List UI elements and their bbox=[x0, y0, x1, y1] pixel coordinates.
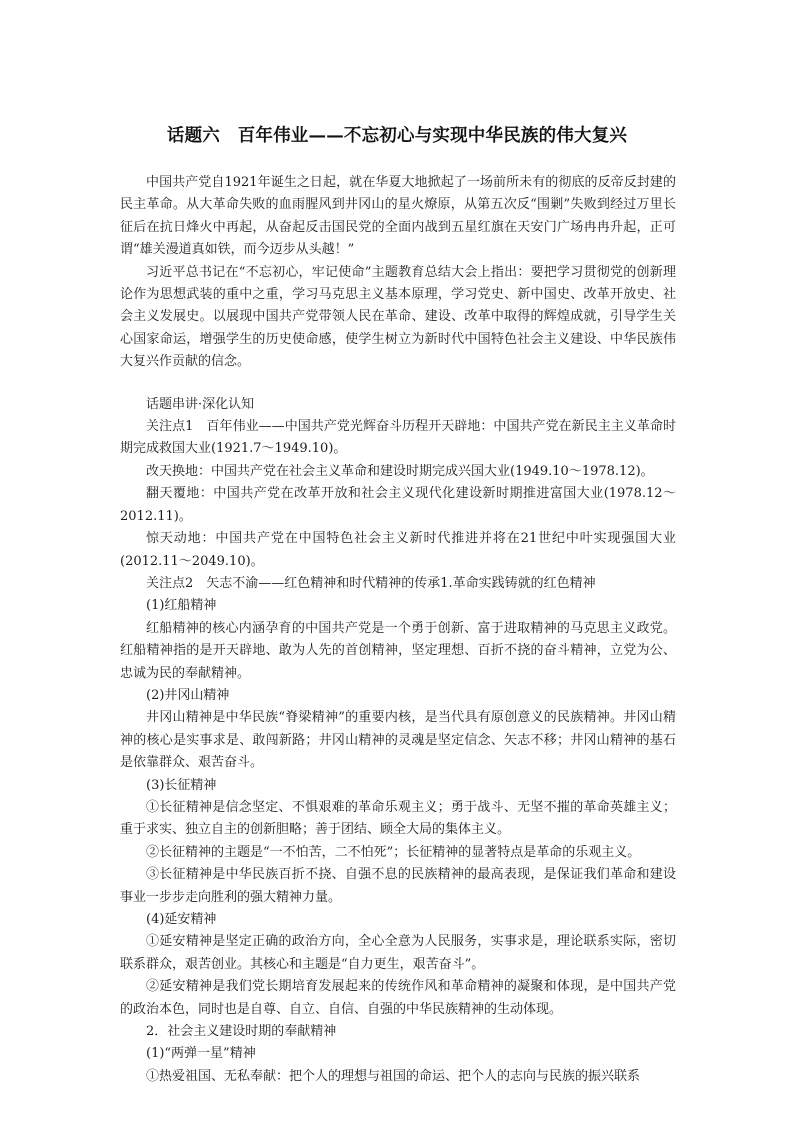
intro-paragraph: 中国共产党自1921年诞生之日起，就在华夏大地掀起了一场前所未有的彻底的反帝反封建的民主革命。从大革命失败的血雨腥风到井冈山的星火燎原，从第五次反“围剿”失败到经过万里长征后在抗日烽火中再起，从奋起反击国民党的全面内战到五星红旗在天安门广场冉冉升起，正可谓“雄关漫道真如铁，而今迈步从头越！” bbox=[120, 175, 676, 258]
paragraph: 红船精神的核心内涵孕育的中国共产党是一个勇于创新、富于进取精神的马克思主义政党。红船精神指的是开天辟地、敢为人先的首创精神，坚定理想、百折不挠的奋斗精神，立党为公、忠诚为民的奉献精神。 bbox=[120, 620, 676, 681]
intro-paragraph: 习近平总书记在“不忘初心，牢记使命”主题教育总结大会上指出：要把学习贯彻党的创新理论作为思想武装的重中之重，学习马克思主义基本原理，学习党史、新中国史、改革开放史、社会主义发展史。以展现中国共产党带领人民在革命、建设、改革中取得的辉煌成就，引导学生关心国家命运，增强学生的历史使命感，使学生树立为新时代中国特色社会主义建设、中华民族伟大复兴作贡献的信念。 bbox=[120, 264, 676, 370]
focus-point-2: 关注点2 矢志不渝——红色精神和时代精神的传承1.革命实践铸就的红色精神 bbox=[146, 575, 596, 591]
subheading: (4)延安精神 bbox=[146, 912, 217, 927]
subheading: 2．社会主义建设时期的奉献精神 bbox=[146, 1024, 337, 1040]
focus-point-1: 关注点1 百年伟业——中国共产党光辉奋斗历程开天辟地：中国共产党在新民主主义革命时期完成救国大业(1921.7～1949.10)。 bbox=[120, 419, 676, 457]
subheading: (1)“两弹一星”精神 bbox=[146, 1046, 256, 1062]
paragraph: ①延安精神是坚定正确的政治方向，全心全意为人民服务，实事求是，理论联系实际，密切联系群众，艰苦创业。其核心和主题是“自力更生，艰苦奋斗”。 bbox=[120, 934, 676, 972]
paragraph: ①热爱祖国、无私奉献：把个人的理想与祖国的命运、把个人的志向与民族的振兴联系 bbox=[146, 1068, 641, 1084]
subheading: (1)红船精神 bbox=[146, 598, 217, 614]
document-title: 话题六 百年伟业——不忘初心与实现中华民族的伟大复兴 bbox=[166, 126, 628, 146]
paragraph: ②长征精神的主题是“一不怕苦，二不怕死”；长征精神的显著特点是革命的乐观主义。 bbox=[146, 844, 641, 860]
section-gap bbox=[120, 374, 676, 394]
paragraph: 惊天动地：中国共产党在中国特色社会主义新时代推进并将在21世纪中叶实现强国大业(2012.11～2049.10)。 bbox=[120, 531, 676, 569]
paragraph: ②延安精神是我们党长期培育发展起来的传统作风和革命精神的凝聚和体现，是中国共产党的政治本色，同时也是自尊、自立、自信、自强的中华民族精神的生动体现。 bbox=[120, 979, 676, 1017]
subheading: (3)长征精神 bbox=[146, 777, 217, 793]
paragraph: ①长征精神是信念坚定、不惧艰难的革命乐观主义；勇于战斗、无坚不摧的革命英雄主义；重于求实、独立自主的创新胆略；善于团结、顾全大局的集体主义。 bbox=[120, 799, 676, 838]
paragraph: 井冈山精神是中华民族“脊梁精神”的重要内核，是当代具有原创意义的民族精神。井冈山精神的核心是实事求是、敢闯新路；井冈山精神的灵魂是坚定信念、矢志不移；井冈山精神的基石是依靠群众、艰苦奋斗。 bbox=[120, 710, 676, 771]
paragraph: 翻天覆地：中国共产党在改革开放和社会主义现代化建设新时期推进富国大业(1978.12～2012.11)。 bbox=[120, 486, 676, 524]
subheading: (2)井冈山精神 bbox=[146, 687, 230, 703]
document-body bbox=[120, 172, 676, 1088]
paragraph: ③长征精神是中华民族百折不挠、自强不息的民族精神的最高表现，是保证我们革命和建设事业一步步走向胜利的强大精神力量。 bbox=[120, 867, 676, 905]
paragraph: 改天换地：中国共产党在社会主义革命和建设时期完成兴国大业(1949.10～1978.12)。 bbox=[146, 463, 654, 479]
section-heading: 话题串讲·深化认知 bbox=[146, 396, 255, 412]
